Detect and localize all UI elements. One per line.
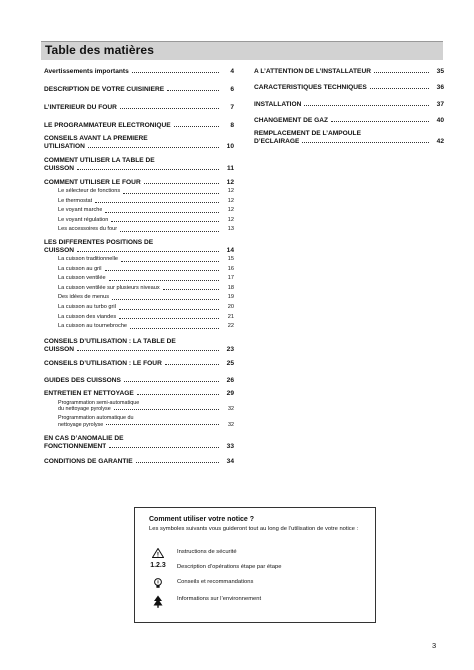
toc-entry-page: 17: [227, 275, 234, 282]
toc-subentry[interactable]: [44, 303, 234, 313]
toc-subentry[interactable]: [44, 284, 234, 294]
legend-item-safety: [149, 548, 369, 558]
toc-entry-page: 20: [227, 303, 234, 310]
legend-label: Conseils et recommandations: [177, 579, 254, 585]
steps-number-icon: 1.2.3: [150, 562, 166, 569]
toc-entry-text: Le sélecteur de fonctions: [58, 188, 121, 194]
toc-title-bar: [41, 41, 443, 60]
toc-entry-text: Les accessoires du four: [58, 226, 118, 233]
toc-subentry[interactable]: [44, 225, 234, 235]
toc-entry-page: 13: [227, 226, 234, 233]
toc-subentry[interactable]: [44, 313, 234, 323]
toc-entry-text: La cuisson au gril: [58, 265, 102, 272]
toc-entry-text: La cuisson traditionnelle: [58, 255, 119, 262]
svg-text:!: !: [156, 551, 160, 558]
toc-entry[interactable]: [44, 376, 234, 385]
toc-entry-text-line1: Programmation semi-automatique: [58, 399, 140, 406]
toc-subentry[interactable]: [44, 216, 234, 226]
toc-entry[interactable]: [44, 67, 234, 76]
toc-subentry[interactable]: [44, 255, 234, 265]
notice-title: Comment utiliser votre notice ?: [149, 516, 255, 523]
toc-subentry[interactable]: [44, 322, 234, 332]
toc-entry-text-line1: REMPLACEMENT DE L’AMPOULE: [254, 130, 361, 137]
toc-entry-page: 12: [227, 188, 234, 194]
notice-box: [134, 507, 376, 623]
toc-entry-text: La cuisson des viandes: [58, 313, 117, 320]
toc-entry[interactable]: [254, 116, 444, 125]
toc-entry-text: COMMENT UTILISER LE FOUR: [44, 179, 141, 186]
toc-entry-page: 19: [227, 294, 234, 301]
toc-entry-text-line2: UTILISATION: [44, 143, 85, 150]
toc-entry-text: ENTRETIEN ET NETTOYAGE: [44, 389, 134, 397]
toc-entry-text-line1: COMMENT UTILISER LA TABLE DE: [44, 157, 155, 164]
lightbulb-icon: [149, 578, 167, 591]
toc-entry-text-line2: FONCTIONNEMENT: [44, 443, 107, 451]
legend-item-advice: [149, 578, 369, 588]
toc-entry[interactable]: [44, 239, 234, 255]
toc-entry-text: Le voyant régulation: [58, 216, 109, 223]
toc-subentry[interactable]: [44, 187, 234, 197]
toc-entry[interactable]: [254, 83, 444, 92]
toc-entry-text: La cuisson au turbo gril: [58, 303, 116, 310]
legend-label: Instructions de sécurité: [177, 549, 237, 555]
toc-entry-text-line1: CONSEILS D’UTILISATION : LA TABLE DE: [44, 337, 176, 345]
toc-entry-page: 25: [226, 359, 234, 367]
toc-entry-text: INSTALLATION: [254, 101, 302, 108]
toc-entry-text-line2: du nettoyage pyrolyse: [58, 406, 111, 413]
warning-triangle-icon: [149, 548, 167, 560]
page-title: Table des matières: [45, 43, 154, 57]
toc-entry-text: Le voyant marche: [58, 207, 103, 214]
toc-subentry[interactable]: [44, 206, 234, 216]
toc-entry-text: La cuisson au tournebroche: [58, 323, 128, 330]
toc-entry[interactable]: [44, 121, 234, 130]
toc-entry[interactable]: [44, 435, 234, 451]
toc-entry-text-line2: CUISSON: [44, 246, 75, 254]
toc-subentry[interactable]: [44, 415, 234, 428]
toc-entry-page: 32: [228, 421, 234, 428]
toc-entry-page: 22: [227, 323, 234, 330]
toc-entry-text: L’INTERIEUR DU FOUR: [44, 104, 117, 111]
toc-entry-text: La cuisson ventilée sur plusieurs niveaux: [58, 284, 160, 291]
toc-entry[interactable]: [254, 67, 444, 76]
toc-entry-text: GUIDES DES CUISSONS: [44, 376, 121, 384]
toc-entry[interactable]: [44, 135, 234, 151]
toc-entry-page: 40: [436, 117, 444, 124]
toc-entry-page: 10: [226, 143, 234, 150]
toc-entry-page: 16: [227, 265, 234, 272]
toc-entry-page: 12: [227, 207, 234, 214]
legend-label: Description d’opérations étape par étape: [177, 564, 282, 570]
toc-entry-text: CONSEILS D’UTILISATION : LE FOUR: [44, 359, 162, 367]
toc-subentry[interactable]: [44, 400, 234, 413]
toc-entry[interactable]: [44, 103, 234, 112]
toc-entry-page: 29: [226, 389, 234, 397]
toc-entry-page: 36: [436, 84, 444, 91]
toc-entry[interactable]: [44, 338, 234, 354]
toc-entry-page: 4: [230, 68, 234, 75]
toc-entry-text-line2: CUISSON: [44, 165, 75, 172]
toc-left-column: [44, 67, 234, 466]
toc-entry-text: A L’ATTENTION DE L’INSTALLATEUR: [254, 68, 371, 75]
toc-entry-text: CONDITIONS DE GARANTIE: [44, 458, 133, 466]
toc-subentry[interactable]: [44, 197, 234, 207]
toc-entry-text: CARACTERISTIQUES TECHNIQUES: [254, 84, 367, 91]
toc-entry-page: 33: [226, 443, 234, 451]
toc-entry-page: 35: [436, 68, 444, 75]
notice-intro: Les symboles suivants vous guideront tout au long de l’utilisation de votre notice :: [149, 526, 359, 532]
toc-entry-page: 26: [226, 376, 234, 384]
toc-entry-text-line1: Programmation automatique du: [58, 414, 134, 421]
legend-item-steps: [149, 563, 369, 573]
toc-subentry[interactable]: [44, 293, 234, 303]
environment-tree-icon: [149, 595, 167, 610]
toc-entry-page: 12: [227, 216, 234, 223]
toc-subentry[interactable]: [44, 265, 234, 275]
toc-entry-text-line1: CONSEILS AVANT LA PREMIERE: [44, 135, 148, 142]
toc-entry[interactable]: [254, 130, 444, 146]
toc-entry-page: 11: [227, 165, 234, 172]
toc-subentry[interactable]: [44, 274, 234, 284]
toc-entry[interactable]: [44, 157, 234, 173]
toc-right-column: [254, 67, 444, 146]
toc-entry-page: 7: [230, 104, 234, 111]
toc-entry-page: 14: [226, 246, 234, 254]
toc-entry-text: Le thermostat: [58, 197, 93, 204]
toc-entry-text-line1: EN CAS D’ANOMALIE DE: [44, 435, 124, 443]
legend-label: Informations sur l’environnement: [177, 596, 262, 602]
toc-entry-text-line2: D’ECLAIRAGE: [254, 138, 300, 145]
toc-entry-page: 37: [436, 101, 444, 108]
toc-entry[interactable]: [44, 359, 234, 368]
toc-entry-page: 34: [226, 458, 234, 466]
toc-entry-text: LE PROGRAMMATEUR ELECTRONIQUE: [44, 122, 171, 129]
toc-entry-text-line2: CUISSON: [44, 345, 75, 353]
legend-item-environment: [149, 595, 369, 605]
page-number: 3: [432, 641, 437, 650]
toc-entry-text-line1: LES DIFFERENTES POSITIONS DE: [44, 238, 154, 246]
toc-entry-page: 42: [436, 138, 444, 145]
toc-entry-page: 12: [227, 197, 234, 204]
toc-entry-page: 23: [226, 345, 234, 353]
toc-entry-page: 32: [228, 406, 234, 413]
toc-entry-page: 12: [226, 179, 234, 186]
toc-entry[interactable]: [254, 100, 444, 109]
toc-entry-text: DESCRIPTION DE VOTRE CUISINIERE: [44, 86, 165, 93]
toc-entry-page: 21: [227, 313, 234, 320]
toc-entry[interactable]: [44, 178, 234, 187]
toc-entry-text: La cuisson ventilée: [58, 275, 106, 282]
toc-entry[interactable]: [44, 457, 234, 466]
toc-entry-page: 18: [227, 284, 234, 291]
toc-entry-text: Avertissements importants: [44, 68, 129, 75]
toc-entry-text: Des idées de menus: [58, 294, 109, 301]
toc-entry[interactable]: [44, 389, 234, 398]
toc-entry[interactable]: [44, 85, 234, 94]
toc-entry-text: CHANGEMENT DE GAZ: [254, 117, 328, 124]
toc-entry-page: 15: [227, 255, 234, 262]
toc-entry-text-line2: nettoyage pyrolyse: [58, 421, 104, 428]
toc-entry-page: 8: [230, 122, 234, 129]
toc-entry-page: 6: [230, 86, 234, 93]
